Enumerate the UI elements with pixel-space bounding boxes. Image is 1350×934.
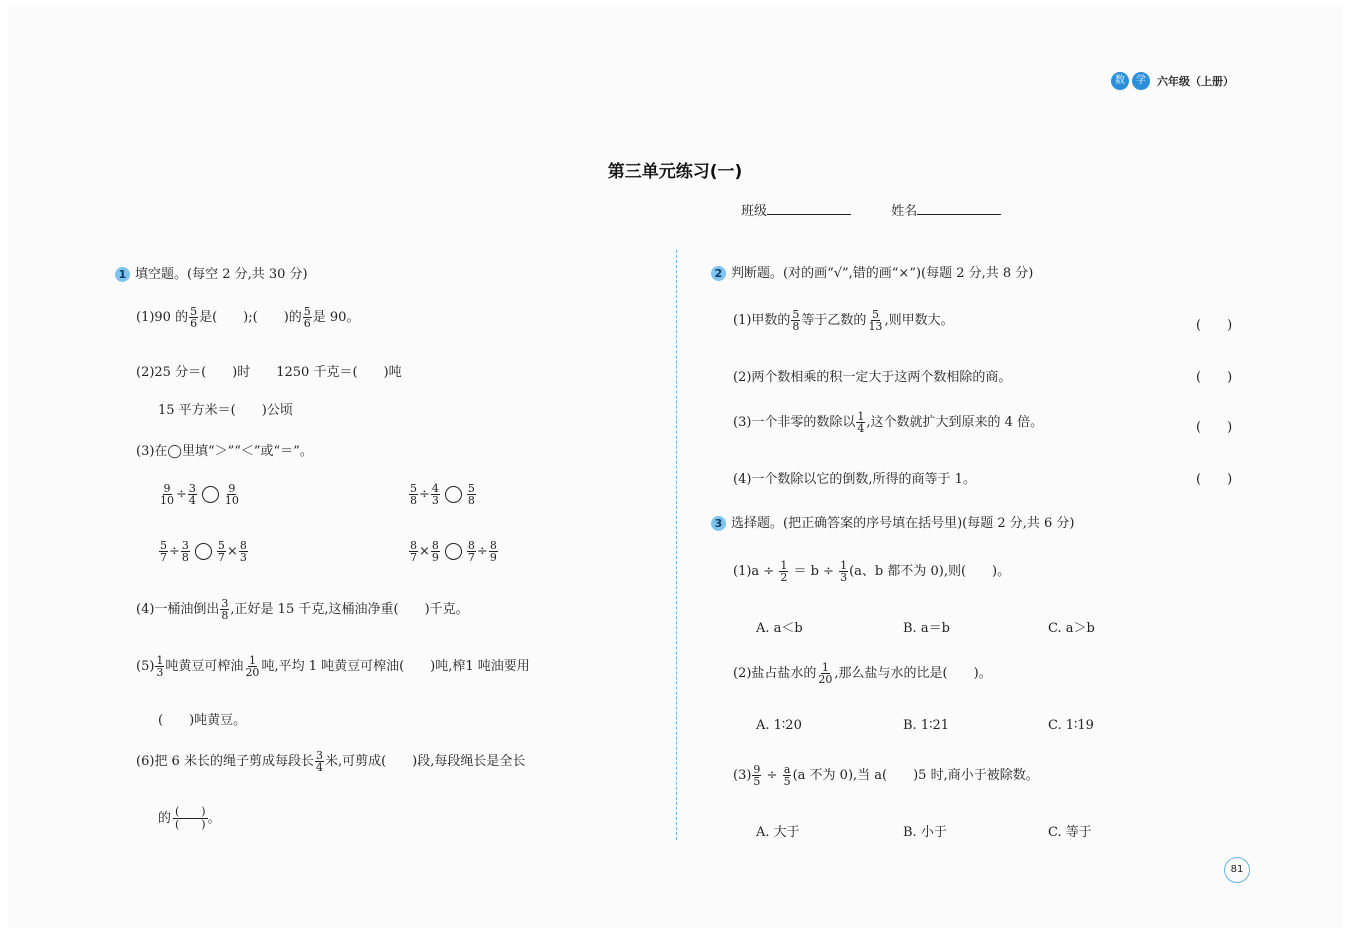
s3-q2-option-b[interactable]: B. 1∶21 [903, 718, 950, 733]
s2-answer-1[interactable]: ( ) [1196, 318, 1233, 333]
page-title: 第三单元练习(一) [607, 162, 743, 182]
s2-q2: (2)两个数相乘的积一定大于这两个数相除的商。 [733, 370, 1012, 385]
s1-q6-cont: 的 $\frac{( )}{( )}$ 。 [158, 805, 221, 832]
s3-q2-option-c[interactable]: C. 1∶19 [1048, 718, 1094, 733]
s2-q3: (3)一个非零的数除以 $\frac{1}{4}$ ,这个数就扩大到原来的 4 倍。 [733, 410, 1044, 435]
s1-q1 [136, 306, 359, 329]
s1-q2b: 15 平方米＝( )公顷 [158, 403, 293, 418]
compare-circle[interactable] [445, 486, 462, 503]
subject-char-1: 数 [1111, 72, 1129, 90]
column-divider [676, 250, 677, 840]
text: 是( );( )的 [199, 310, 302, 325]
answer-fraction[interactable]: $\frac{( )}{( )}$ [175, 805, 206, 832]
subject-char-2: 学 [1132, 72, 1150, 90]
s2-q4: (4)一个数除以它的倒数,所得的商等于 1。 [733, 472, 976, 487]
name-label: 姓名 [891, 204, 918, 219]
section3-heading [711, 512, 1075, 531]
grade-label: 六年级（上册） [1157, 75, 1234, 88]
page-number: 81 [1224, 857, 1250, 883]
s2-answer-3[interactable]: ( ) [1196, 420, 1233, 435]
name-blank[interactable] [917, 202, 1001, 215]
s2-answer-4[interactable]: ( ) [1196, 472, 1233, 487]
s3-q3: (3) $\frac{9}{5}$ ÷ $\frac{a}{5}$ (a 不为 0),当 a( )5 时,商小于被除数。 [733, 763, 1039, 788]
s3-q1-option-c[interactable]: C. a＞b [1048, 621, 1095, 636]
text: (1)90 的 [136, 310, 189, 325]
s3-q1-option-a[interactable]: A. a＜b [756, 621, 803, 636]
section1-heading [115, 263, 308, 282]
compare-circle[interactable] [195, 543, 212, 560]
section2-heading [711, 262, 1033, 281]
s1-q3: (3)在◯里填“＞”“＜”或“＝”。 [136, 444, 313, 459]
student-info [741, 200, 1001, 219]
s1-q5: (5) $\frac{1}{3}$ 吨黄豆可榨油 $\frac{1}{20}$ 吨,平均 1 吨黄豆可榨油( )吨,榨1 吨油要用 [136, 654, 530, 679]
worksheet-page [8, 6, 1342, 928]
s1-q2a: (2)25 分＝( )时 1250 千克＝( )吨 [136, 365, 402, 380]
s2-q1: (1)甲数的 $\frac{5}{8}$ 等于乙数的 $\frac{5}{13}$ ,则甲数大。 [733, 308, 954, 333]
s2-answer-2[interactable]: ( ) [1196, 370, 1233, 385]
s3-q3-option-a[interactable]: A. 大于 [756, 825, 800, 840]
section2-heading-text: 判断题。(对的画“√”,错的画“×”)(每题 2 分,共 8 分) [731, 266, 1034, 281]
s3-q3-option-b[interactable]: B. 小于 [903, 825, 947, 840]
compare-circle[interactable] [445, 543, 462, 560]
section2-badge: 2 [711, 266, 726, 281]
s3-q1: (1)a ÷ $\frac{1}{2}$ ＝ b ÷ $\frac{1}{3}$ (a、b 都不为 0),则( )。 [733, 559, 1011, 584]
s1-q6: (6)把 6 米长的绳子剪成每段长 $\frac{3}{4}$ 米,可剪成( )段,每段绳长是全长 [136, 749, 526, 774]
s3-q2-option-a[interactable]: A. 1∶20 [756, 718, 802, 733]
section1-heading-text: 填空题。(每空 2 分,共 30 分) [135, 267, 308, 282]
class-label: 班级 [741, 204, 768, 219]
s1-compare-4: $\frac{8}{7}$ × $\frac{8}{9}$ $\frac{8}{7}$ ÷ $\frac{8}{9}$ [410, 539, 497, 564]
s1-q5-cont: ( )吨黄豆。 [158, 713, 247, 728]
s3-q2: (2)盐占盐水的 $\frac{1}{20}$ ,那么盐与水的比是( )。 [733, 661, 992, 686]
compare-circle[interactable] [202, 486, 219, 503]
fraction: $\frac{5}{6}$ [190, 305, 198, 330]
s1-q4: (4)一桶油倒出 $\frac{3}{8}$ ,正好是 15 千克,这桶油净重( )千克。 [136, 597, 469, 622]
section3-heading-text: 选择题。(把正确答案的序号填在括号里)(每题 2 分,共 6 分) [731, 516, 1075, 531]
section3-badge: 3 [711, 516, 726, 531]
s3-q3-option-c[interactable]: C. 等于 [1048, 825, 1092, 840]
text: 是 90。 [312, 310, 360, 325]
fraction: $\frac{5}{6}$ [303, 305, 311, 330]
s1-compare-1: $\frac{9}{10}$ ÷ $\frac{3}{4}$ $\frac{9}{10}$ [160, 482, 239, 507]
class-blank[interactable] [767, 202, 851, 215]
s1-compare-3: $\frac{5}{7}$ ÷ $\frac{3}{8}$ $\frac{5}{7}$ × $\frac{8}{3}$ [160, 539, 247, 564]
section1-badge: 1 [115, 267, 130, 282]
s1-compare-2: $\frac{5}{8}$ ÷ $\frac{4}{3}$ $\frac{5}{8}$ [410, 482, 475, 507]
subject-header [1111, 72, 1234, 90]
s3-q1-option-b[interactable]: B. a＝b [903, 621, 950, 636]
